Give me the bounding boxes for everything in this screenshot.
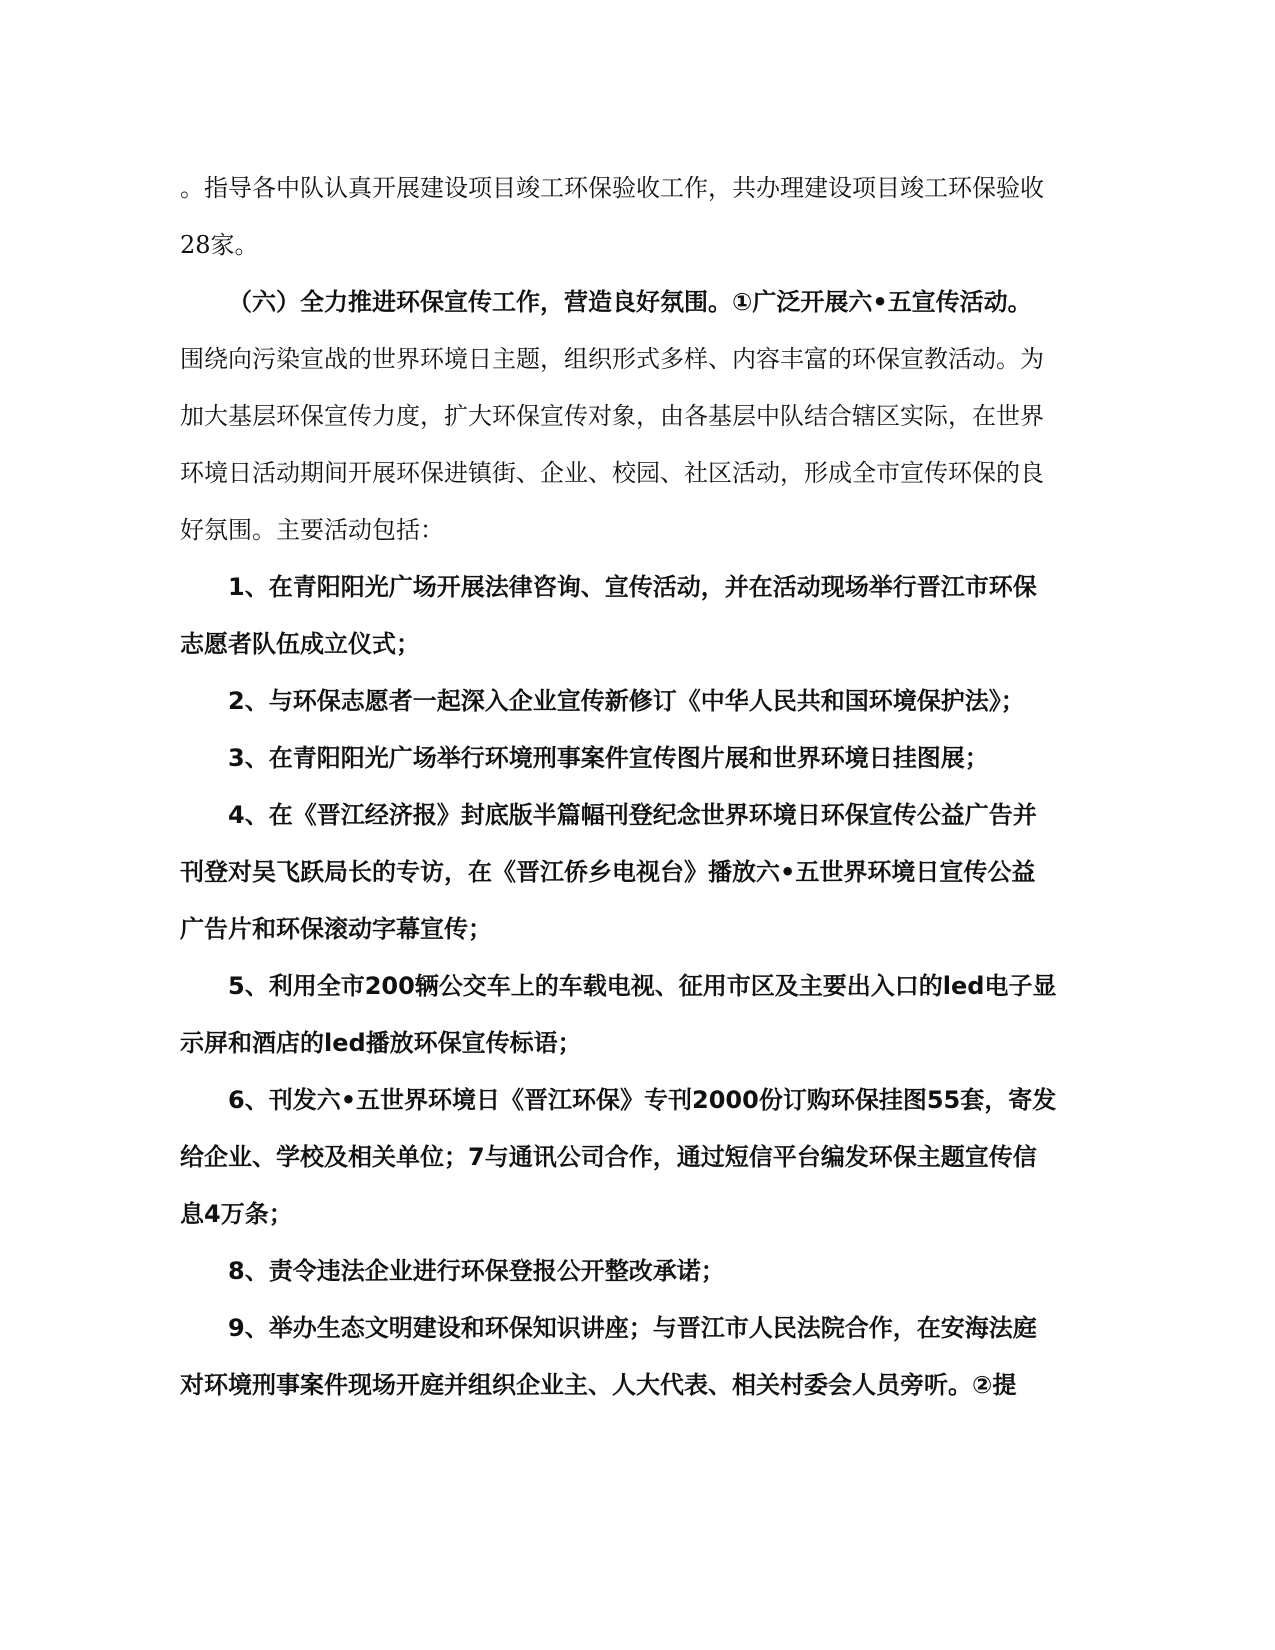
list-item-line: 示屏和酒店的led播放环保宣传标语； (180, 1029, 582, 1057)
list-item-line: 4、在《晋江经济报》封底版半篇幅刊登纪念世界环境日环保宣传公益广告并 (228, 801, 1037, 829)
list-item-line: 3、在青阳阳光广场举行环境刑事案件宣传图片展和世界环境日挂图展； (228, 744, 989, 772)
list-item-line: 刊登对吴飞跃局长的专访，在《晋江侨乡电视台》播放六•五世界环境日宣传公益 (180, 858, 1036, 886)
list-item-line: 5、利用全市200辆公交车上的车载电视、征用市区及主要出入口的led电子显 (228, 972, 1057, 1000)
list-item-line: 广告片和环保滚动字幕宣传； (180, 915, 492, 943)
section-heading-line: （六）全力推进环保宣传工作，营造良好氛围。①广泛开展六•五宣传活动。 (228, 288, 1032, 316)
text-line: 28家。 (180, 231, 259, 259)
list-item-line: 9、举办生态文明建设和环保知识讲座；与晋江市人民法院合作，在安海法庭 (228, 1314, 1037, 1342)
list-item-line: 1、在青阳阳光广场开展法律咨询、宣传活动，并在活动现场举行晋江市环保 (228, 573, 1037, 601)
list-item-line: 2、与环保志愿者一起深入企业宣传新修订《中华人民共和国环境保护法》； (228, 687, 1025, 715)
body-text (180, 160, 1057, 1414)
text-line: 围绕向污染宣战的世界环境日主题，组织形式多样、内容丰富的环保宣教活动。为 (180, 345, 1044, 373)
list-item-line: 给企业、学校及相关单位；7与通讯公司合作，通过短信平台编发环保主题宣传信 (180, 1143, 1037, 1171)
text-line: 加大基层环保宣传力度，扩大环保宣传对象，由各基层中队结合辖区实际，在世界 (180, 402, 1044, 430)
list-item-line: 息4万条； (180, 1200, 293, 1228)
list-item-line: 8、责令违法企业进行环保登报公开整改承诺； (228, 1257, 725, 1285)
list-item-line: 6、刊发六•五世界环境日《晋江环保》专刊2000份订购环保挂图55套，寄发 (228, 1086, 1057, 1114)
list-item-line: 对环境刑事案件现场开庭并组织企业主、人大代表、相关村委会人员旁听。②提 (180, 1371, 1017, 1399)
text-line: 好氛围。主要活动包括： (180, 516, 444, 544)
text-line: 。指导各中队认真开展建设项目竣工环保验收工作，共办理建设项目竣工环保验收 (180, 174, 1044, 202)
text-line: 环境日活动期间开展环保进镇街、企业、校园、社区活动，形成全市宣传环保的良 (180, 459, 1044, 487)
list-item-line: 志愿者队伍成立仪式； (180, 630, 420, 658)
